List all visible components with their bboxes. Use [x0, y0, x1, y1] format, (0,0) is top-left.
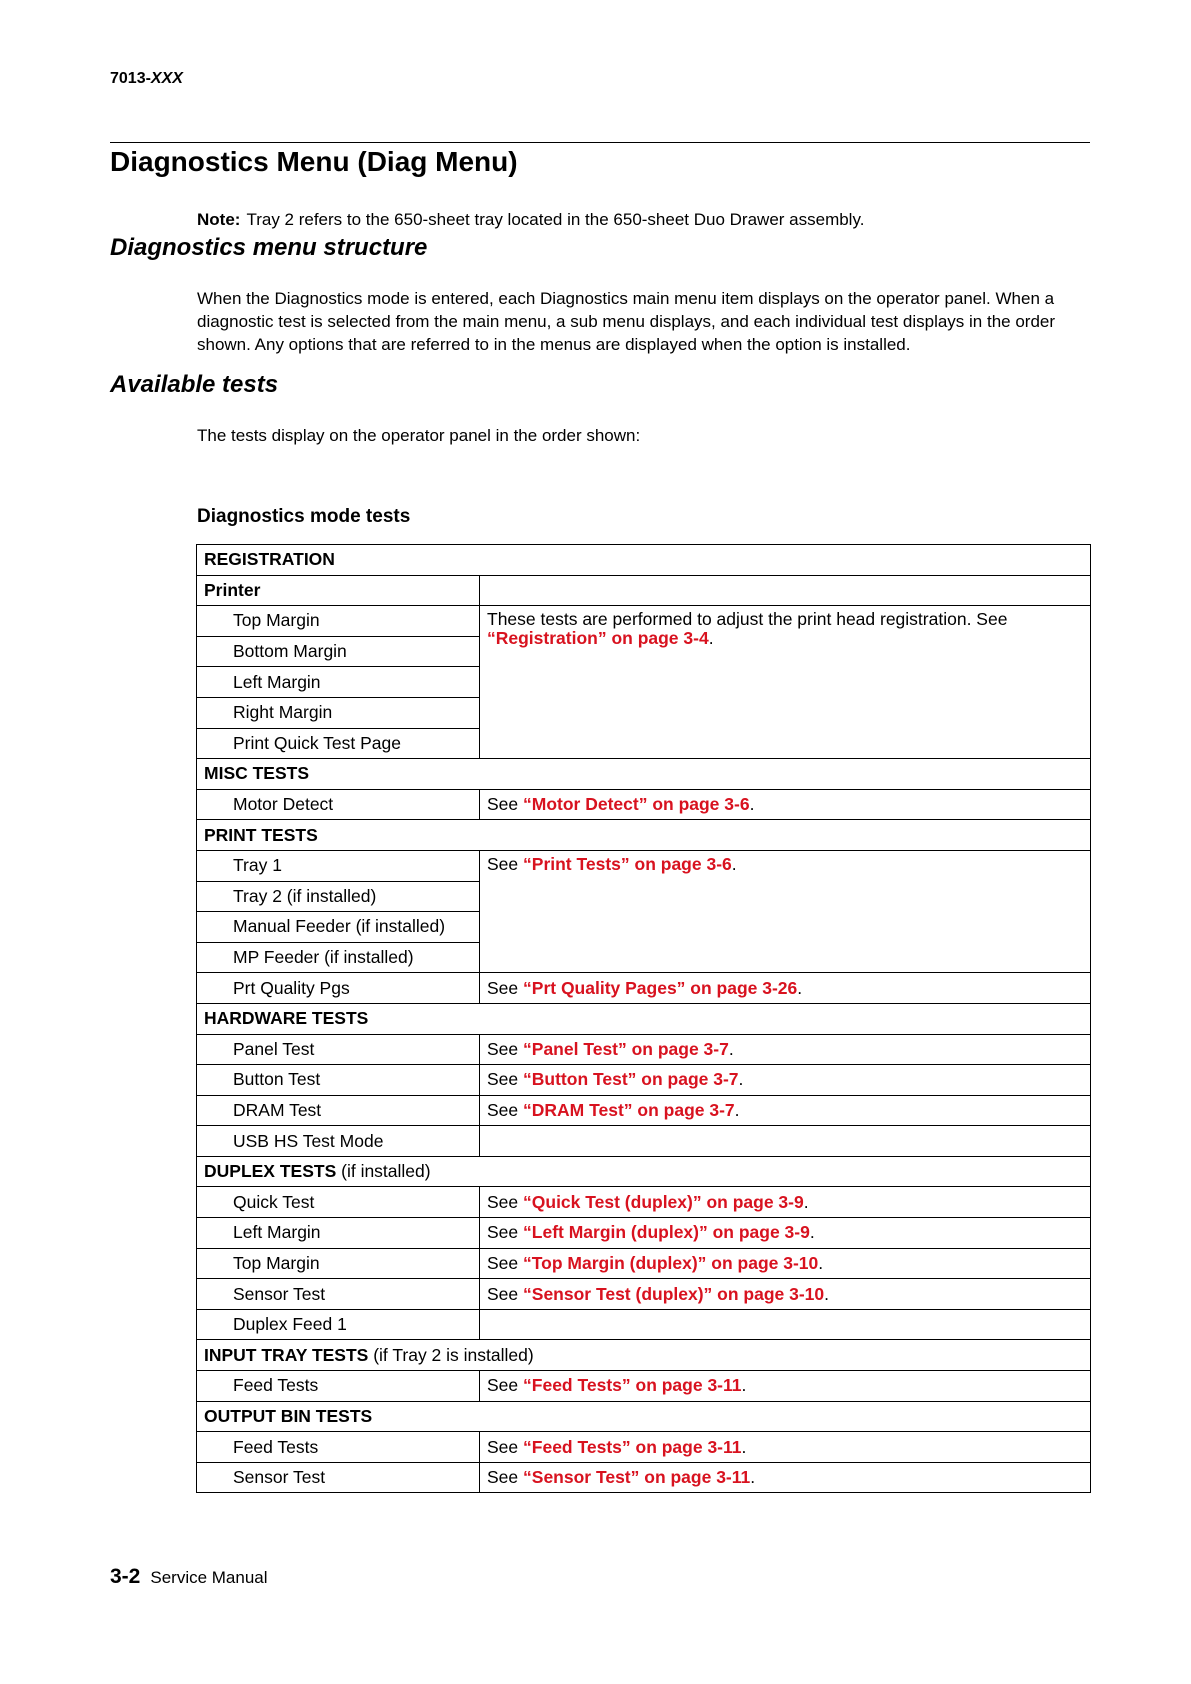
footer-label: Service Manual: [150, 1568, 268, 1587]
ref-cell: [480, 1371, 1091, 1402]
period: .: [728, 1038, 734, 1059]
panel-test-link[interactable]: “Panel Test” on page 3-7: [523, 1038, 729, 1059]
test-bottom-margin: Bottom Margin: [197, 636, 480, 667]
see-text: See: [487, 1038, 519, 1059]
see-text: See: [487, 977, 519, 998]
table-row: [197, 1340, 1091, 1371]
category-hardware-tests: HARDWARE TESTS: [197, 1003, 1091, 1034]
test-input-feed: Feed Tests: [197, 1371, 480, 1402]
see-text: See: [487, 1467, 519, 1488]
category-output-bin-tests: OUTPUT BIN TESTS: [197, 1401, 1091, 1432]
left-margin-duplex-link[interactable]: “Left Margin (duplex)” on page 3-9: [523, 1222, 810, 1243]
period: .: [731, 853, 737, 874]
see-text: See: [487, 1069, 519, 1090]
see-text: See: [487, 1436, 519, 1457]
test-duplex-sensor: Sensor Test: [197, 1279, 480, 1310]
test-left-margin: Left Margin: [197, 667, 480, 698]
table-row: [197, 1309, 1091, 1340]
table-row: [197, 1126, 1091, 1157]
page-title: Diagnostics Menu (Diag Menu): [110, 146, 518, 177]
test-print-quick-test-page: Print Quick Test Page: [197, 728, 480, 759]
dram-test-link[interactable]: “DRAM Test” on page 3-7: [523, 1099, 735, 1120]
input-feed-tests-link[interactable]: “Feed Tests” on page 3-11: [523, 1375, 742, 1396]
note-label: Note:: [197, 210, 241, 229]
table-row: [197, 606, 1091, 637]
see-text: See: [487, 1222, 519, 1243]
table-row: [197, 1371, 1091, 1402]
section-heading-available-tests: Available tests: [110, 371, 279, 398]
output-sensor-test-link[interactable]: “Sensor Test” on page 3-11: [523, 1467, 751, 1488]
table-row: [197, 789, 1091, 820]
print-tests-link[interactable]: “Print Tests” on page 3-6: [523, 853, 732, 874]
button-test-link[interactable]: “Button Test” on page 3-7: [523, 1069, 739, 1090]
registration-desc-text: These tests are performed to adjust the print head registration. See: [487, 609, 1008, 630]
test-duplex-feed-1: Duplex Feed 1: [197, 1309, 480, 1340]
test-output-sensor: Sensor Test: [197, 1462, 480, 1493]
see-text: See: [487, 794, 519, 815]
table-row: [197, 1095, 1091, 1126]
category-input-tray-tests: [197, 1340, 1091, 1371]
table-row: [197, 850, 1091, 881]
empty-cell: [480, 1126, 1091, 1157]
ref-cell: [480, 1065, 1091, 1096]
period: .: [741, 1375, 747, 1396]
ref-cell: [480, 1218, 1091, 1249]
table-row: [197, 1156, 1091, 1187]
see-text: See: [487, 1375, 519, 1396]
page-footer: [110, 1565, 268, 1589]
ref-cell: [480, 1432, 1091, 1463]
document-code: [110, 70, 183, 88]
period: .: [738, 1069, 744, 1090]
table-row: [197, 1065, 1091, 1096]
ref-cell: [480, 1248, 1091, 1279]
prt-quality-link[interactable]: “Prt Quality Pages” on page 3-26: [523, 977, 798, 998]
test-usb-hs: USB HS Test Mode: [197, 1126, 480, 1157]
output-feed-tests-link[interactable]: “Feed Tests” on page 3-11: [523, 1436, 742, 1457]
test-tray-2: Tray 2 (if installed): [197, 881, 480, 912]
section-body-menu-structure: When the Diagnostics mode is entered, each Diagnostics main menu item displays on the operator panel. When a diagnostic test is selected from the main menu, a sub menu displays, and each individual test displays in the order shown. Any options that are referred to in the menus are displayed when the option is installed.: [197, 289, 1056, 354]
period: .: [824, 1283, 830, 1304]
test-dram: DRAM Test: [197, 1095, 480, 1126]
table-row: [197, 820, 1091, 851]
test-manual-feeder: Manual Feeder (if installed): [197, 912, 480, 943]
period: .: [797, 977, 803, 998]
input-qualifier: (if Tray 2 is installed): [373, 1344, 534, 1365]
category-duplex-tests: [197, 1156, 1091, 1187]
table-row: [197, 575, 1091, 606]
table-row: [197, 1279, 1091, 1310]
registration-description: [480, 606, 1091, 759]
code-prefix: 7013-: [110, 70, 151, 87]
period: .: [818, 1252, 824, 1273]
motor-detect-link[interactable]: “Motor Detect” on page 3-6: [523, 794, 750, 815]
title-rule: [110, 142, 1090, 143]
duplex-label: DUPLEX TESTS: [204, 1161, 337, 1182]
test-duplex-top-margin: Top Margin: [197, 1248, 480, 1279]
category-registration: REGISTRATION: [197, 545, 1091, 576]
ref-cell: [480, 1187, 1091, 1218]
category-printer: Printer: [197, 575, 480, 606]
test-output-feed: Feed Tests: [197, 1432, 480, 1463]
table-row: [197, 1034, 1091, 1065]
period: .: [750, 1467, 756, 1488]
empty-cell: [480, 1309, 1091, 1340]
registration-link[interactable]: “Registration” on page 3-4: [487, 628, 709, 649]
table-row: [197, 1003, 1091, 1034]
table-row: [197, 1187, 1091, 1218]
table-row: [197, 1432, 1091, 1463]
table-row: [197, 1248, 1091, 1279]
period: .: [708, 628, 714, 649]
period: .: [741, 1436, 747, 1457]
ref-cell: [480, 850, 1091, 972]
see-text: See: [487, 1283, 519, 1304]
test-top-margin: Top Margin: [197, 606, 480, 637]
test-mp-feeder: MP Feeder (if installed): [197, 942, 480, 973]
see-text: See: [487, 853, 519, 874]
diagnostics-tests-table: [196, 544, 1091, 1493]
ref-cell: [480, 1462, 1091, 1493]
test-prt-quality-pgs: Prt Quality Pgs: [197, 973, 480, 1004]
section-body-available-tests: The tests display on the operator panel in the order shown:: [197, 426, 641, 445]
ref-cell: [480, 1095, 1091, 1126]
period: .: [809, 1222, 815, 1243]
note: [197, 210, 864, 230]
page-number: 3-2: [110, 1565, 141, 1588]
section-heading-menu-structure: Diagnostics menu structure: [110, 234, 428, 261]
table-row: [197, 1218, 1091, 1249]
table-row: [197, 973, 1091, 1004]
code-suffix: XXX: [150, 70, 183, 87]
ref-cell: [480, 789, 1091, 820]
test-panel: Panel Test: [197, 1034, 480, 1065]
note-text: Tray 2 refers to the 650-sheet tray located in the 650-sheet Duo Drawer assembly.: [246, 210, 865, 229]
test-duplex-quick: Quick Test: [197, 1187, 480, 1218]
table-title: Diagnostics mode tests: [197, 506, 411, 527]
ref-cell: [480, 973, 1091, 1004]
test-button: Button Test: [197, 1065, 480, 1096]
see-text: See: [487, 1099, 519, 1120]
see-text: See: [487, 1252, 519, 1273]
table-row: [197, 545, 1091, 576]
test-right-margin: Right Margin: [197, 697, 480, 728]
table-row: [197, 1462, 1091, 1493]
ref-cell: [480, 1034, 1091, 1065]
period: .: [803, 1191, 809, 1212]
ref-cell: [480, 1279, 1091, 1310]
table-row: [197, 1401, 1091, 1432]
period: .: [734, 1099, 740, 1120]
category-misc-tests: MISC TESTS: [197, 759, 1091, 790]
category-print-tests: PRINT TESTS: [197, 820, 1091, 851]
empty-cell: [480, 575, 1091, 606]
sensor-test-duplex-link[interactable]: “Sensor Test (duplex)” on page 3-10: [523, 1283, 825, 1304]
quick-test-link[interactable]: “Quick Test (duplex)” on page 3-9: [523, 1191, 804, 1212]
top-margin-duplex-link[interactable]: “Top Margin (duplex)” on page 3-10: [523, 1252, 819, 1273]
test-duplex-left-margin: Left Margin: [197, 1218, 480, 1249]
input-label: INPUT TRAY TESTS: [204, 1344, 369, 1365]
test-tray-1: Tray 1: [197, 850, 480, 881]
duplex-qualifier: (if installed): [341, 1161, 431, 1182]
see-text: See: [487, 1191, 519, 1212]
period: .: [749, 794, 755, 815]
table-row: [197, 759, 1091, 790]
test-motor-detect: Motor Detect: [197, 789, 480, 820]
